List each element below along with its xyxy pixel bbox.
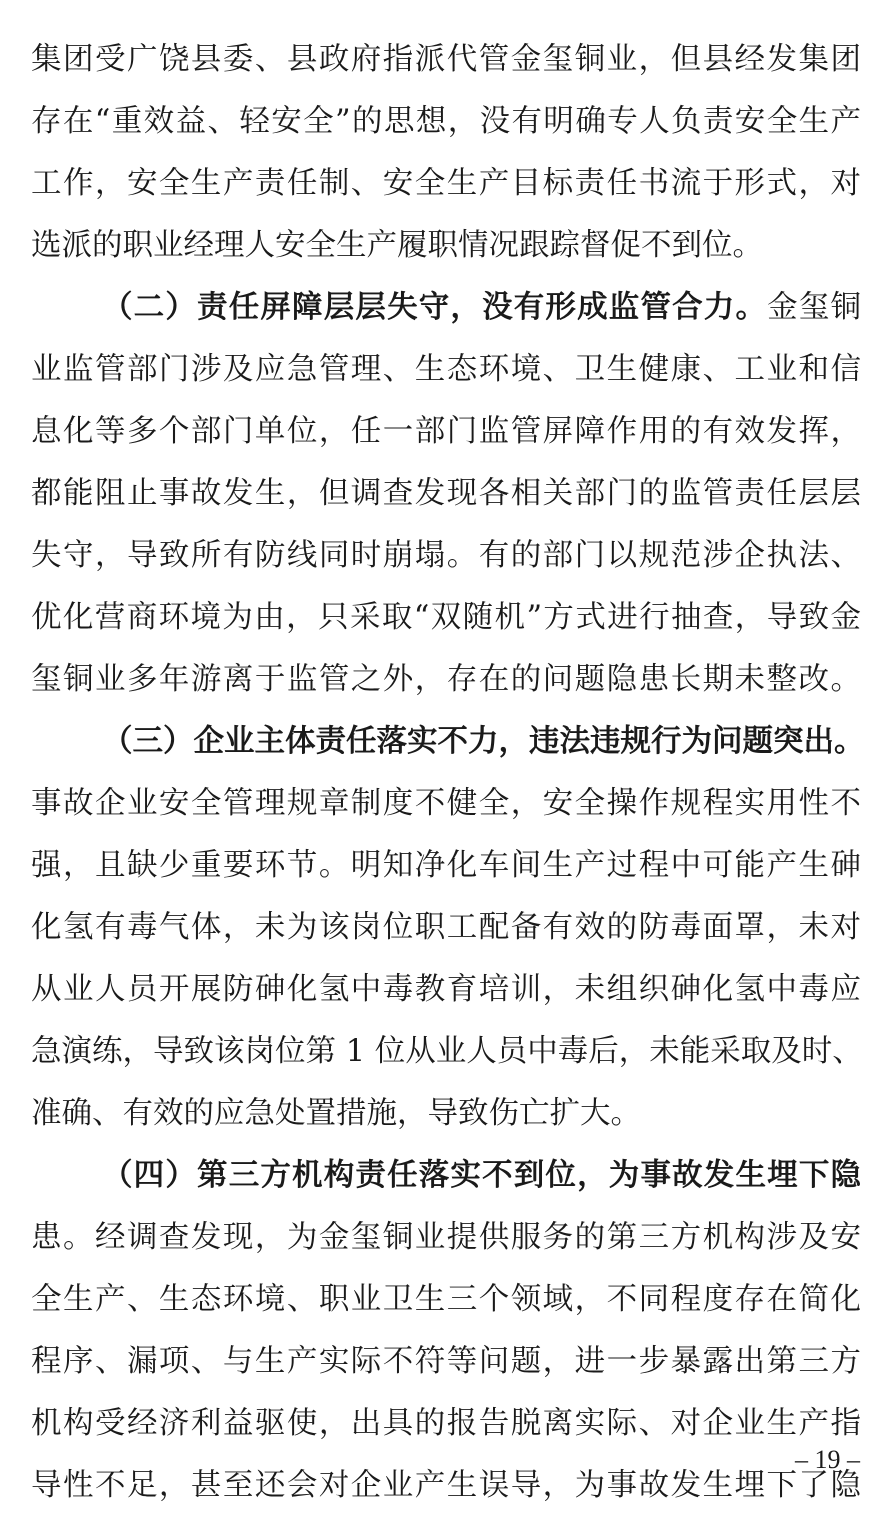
body-line-20: 患。经调查发现，为金玺铜业提供服务的第三方机构涉及安: [31, 1220, 861, 1255]
body-line-1: 集团受广饶县委、县政府指派代管金玺铜业，但县经发集团: [31, 42, 861, 77]
body-line-16: 从业人员开展防砷化氢中毒教育培训，未组织砷化氢中毒应: [31, 972, 861, 1007]
body-line-7: 息化等多个部门单位，任一部门监管屏障作用的有效发挥，: [31, 414, 861, 449]
section-four-first-line: [102, 1145, 861, 1207]
body-line-21: 全生产、生态环境、职业卫生三个领域，不同程度存在简化: [31, 1282, 861, 1317]
body-line-11: 玺铜业多年游离于监管之外，存在的问题隐患长期未整改。: [31, 662, 861, 697]
body-line-23: 机构受经济利益驱使，出具的报告脱离实际、对企业生产指: [31, 1406, 861, 1441]
body-line-10: 优化营商环境为由，只采取“双随机”方式进行抽查，导致金: [31, 600, 861, 635]
body-line-13: 事故企业安全管理规章制度不健全，安全操作规程实用性不: [31, 786, 861, 821]
section-three-first-line: [102, 711, 865, 773]
section-two-text: 金玺铜: [767, 290, 862, 325]
body-line-17: 急演练，导致该岗位第 1 位从业人员中毒后，未能采取及时、: [31, 1034, 863, 1069]
section-three-heading: （三）企业主体责任落实不力，违法违规行为问题突出。: [102, 724, 865, 759]
section-two-first-line: [102, 277, 861, 339]
body-line-6: 业监管部门涉及应急管理、生态环境、卫生健康、工业和信: [31, 352, 861, 387]
body-line-22: 程序、漏项、与生产实际不符等问题，进一步暴露出第三方: [31, 1344, 861, 1379]
body-line-14: 强，且缺少重要环节。明知净化车间生产过程中可能产生砷: [31, 848, 861, 883]
section-four-heading: （四）第三方机构责任落实不到位，为事故发生埋下隐: [102, 1158, 861, 1193]
section-two-heading: （二）责任屏障层层失守，没有形成监管合力。: [102, 290, 768, 325]
body-line-15: 化氢有毒气体，未为该岗位职工配备有效的防毒面罩，未对: [31, 910, 861, 945]
body-line-24: 导性不足，甚至还会对企业产生误导，为事故发生埋下了隐: [31, 1468, 861, 1503]
body-line-8: 都能阻止事故发生，但调查发现各相关部门的监管责任层层: [31, 476, 861, 511]
body-line-4: 选派的职业经理人安全生产履职情况跟踪督促不到位。: [31, 228, 763, 263]
body-line-9: 失守，导致所有防线同时崩塌。有的部门以规范涉企执法、: [31, 538, 861, 573]
body-line-2: 存在“重效益、轻安全”的思想，没有明确专人负责安全生产: [31, 104, 861, 139]
body-line-3: 工作，安全生产责任制、安全生产目标责任书流于形式，对: [31, 166, 861, 201]
page-number: – 19 –: [795, 1445, 860, 1474]
body-line-18: 准确、有效的应急处置措施，导致伤亡扩大。: [31, 1096, 641, 1131]
